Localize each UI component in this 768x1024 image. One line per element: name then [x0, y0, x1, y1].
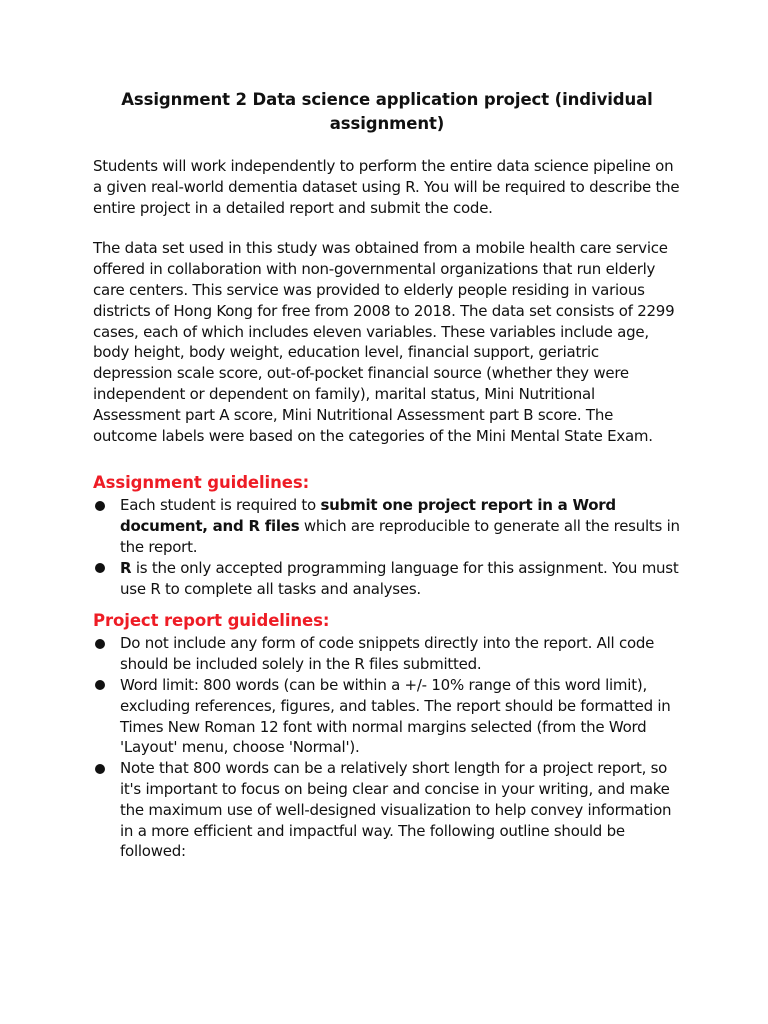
bullet-icon [95, 563, 105, 573]
list-item-text-bold: R [120, 558, 132, 577]
list-item-text-pre: Each student is required to [120, 496, 321, 515]
list-item-text-post: is the only accepted programming language for this assignment. You must use R to complete all tasks and analyses. [120, 558, 679, 598]
project-report-guidelines-list [93, 633, 681, 862]
list-item [93, 675, 681, 758]
list-item [93, 558, 681, 600]
list-item-text-post: which are reproducible to generate all the results in the report. [120, 517, 680, 556]
bullet-icon [95, 680, 105, 690]
bullet-icon [95, 639, 105, 649]
dataset-description-paragraph: The data set used in this study was obtained from a mobile health care service offered in collaboration with non-governmental organizations that run elderly care centers. This service was provided to elderly people residing in various districts of Hong Kong for free from 2008 to 2018. The data set consists of 2299 cases, each of which includes eleven variables. These variables include age, body height, body weight, education level, financial support, geriatric depression scale score, out-of-pocket financial source (whether they were independent or dependent on family), marital status, Mini Nutritional Assessment part A score, Mini Nutritional Assessment part B score. The outcome labels were based on the categories of the Mini Mental State Exam. [93, 239, 675, 445]
list-item [93, 495, 681, 557]
list-item [93, 758, 681, 862]
bullet-icon [95, 764, 105, 774]
bullet-icon [95, 501, 105, 511]
assignment-guidelines-list [93, 495, 681, 599]
list-item-text: Word limit: 800 words (can be within a +/- 10% range of this word limit), excluding references, figures, and tables. The report should be formatted in Times New Roman 12 font with normal margins selected (from the Word 'Layout' menu, choose 'Normal'). [120, 675, 671, 757]
assignment-guidelines-heading: Assignment guidelines: [93, 473, 310, 493]
list-item [93, 633, 681, 675]
document-title: Assignment 2 Data science application project (individual assignment) [121, 90, 653, 133]
project-report-guidelines-heading: Project report guidelines: [93, 611, 330, 631]
intro-paragraph: Students will work independently to perform the entire data science pipeline on a given real-world dementia dataset using R. You will be required to describe the entire project in a detailed report and submit the code. [93, 157, 680, 217]
list-item-text: Note that 800 words can be a relatively short length for a project report, so it's important to focus on being clear and concise in your writing, and make the maximum use of well-designed visualization to help convey information in a more efficient and impactful way. The following outline should be followed: [120, 759, 672, 861]
list-item-text-bold: submit one project report in a Word document, and R files [120, 496, 616, 536]
list-item-text: Do not include any form of code snippets directly into the report. All code should be included solely in the R files submitted. [120, 634, 655, 674]
document-body [93, 88, 681, 862]
